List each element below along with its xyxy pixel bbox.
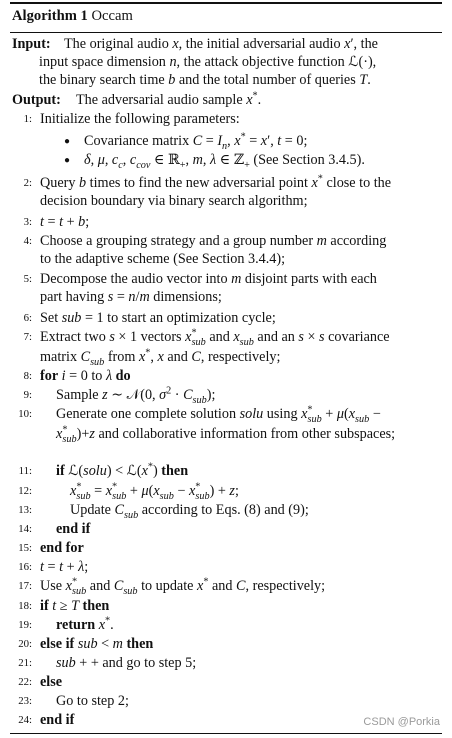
step-text: Update $C_{sub}$ according to Eqs. (8) and (9); (70, 502, 309, 521)
step-text: Choose a grouping strategy and a group number m according (40, 233, 387, 249)
step-text: return x*. (56, 615, 114, 633)
line-number: 2: (23, 177, 32, 189)
step-text: if t ≥ T then (40, 598, 110, 614)
step-text: sub + + and go to step 5; (56, 655, 197, 671)
input-text-3: the binary search time b and the total number of queries T. (39, 72, 371, 88)
line-number: 9: (23, 389, 32, 401)
line-number: 10: (18, 408, 32, 420)
step-text: end if (40, 712, 75, 728)
line-number: 5: (23, 273, 32, 285)
step-text: $x^*_{sub} = x^*_{sub} + \mu(x_{sub} - x^*_{sub}) + z$; (70, 481, 239, 502)
algorithm-name: Occam (91, 8, 133, 24)
line-number: 6: (23, 312, 32, 324)
input-label: Input: (12, 36, 51, 52)
step-text-cont: matrix $C_{sub}$ from x*, x and C, respectively; (40, 347, 281, 368)
line-number: 11: (18, 465, 32, 477)
step-text: if ℒ(solu) < ℒ(x*) then (56, 461, 189, 479)
step-text: end for (40, 540, 84, 556)
step-text: Initialize the following parameters: (40, 111, 240, 127)
line-number: 14: (18, 523, 32, 535)
line-number: 18: (18, 600, 32, 612)
top-rule (10, 2, 442, 4)
step-text: Decompose the audio vector into m disjoint parts with each (40, 271, 377, 287)
step-text: end if (56, 521, 91, 537)
step-text-cont: decision boundary via binary search algorithm; (40, 193, 308, 209)
step-text-cont: $x^*_{sub})+z$ and collaborative information from other subspaces; (56, 424, 396, 445)
header-rule (10, 32, 442, 33)
bottom-rule (10, 733, 442, 734)
line-number: 3: (23, 216, 32, 228)
line-number: 22: (18, 676, 32, 688)
step-text: t = t + λ; (40, 559, 89, 575)
line-number: 7: (23, 331, 32, 343)
step-text: else (40, 674, 63, 690)
step-text: Generate one complete solution solu using $x^*_{sub} + \mu(x_{sub}$ − (56, 404, 381, 425)
step-text: Sample z ∼ 𝒩(0, $\sigma^2 \cdot C_{sub}$); (56, 385, 216, 406)
step-text: Go to step 2; (56, 693, 129, 709)
step-text: Query b times to find the new adversarial point x* close to the (40, 173, 392, 191)
step-text-cont: part having s = n/m dimensions; (40, 289, 222, 305)
line-number: 4: (23, 235, 32, 247)
input-text-1: The original audio x, the initial adversarial audio x′, the (64, 36, 378, 52)
step-text: Set sub = 1 to start an optimization cycle; (40, 310, 276, 326)
bullet-text: δ, μ, $c_c$, $c_{cov}$ ∈ ℝ$_+$, m, λ ∈ ℤ$_+$ (See Section 3.4.5). (84, 152, 365, 171)
step-text-cont: to the adaptive scheme (See Section 3.4.4); (40, 251, 286, 267)
bullet-text: Covariance matrix $C = I_n$, x* = x′, t = 0; (84, 131, 308, 152)
line-number: 1: (23, 113, 32, 125)
line-number: 20: (18, 638, 32, 650)
line-number: 24: (18, 714, 32, 726)
line-number: 16: (18, 561, 32, 573)
line-number: 15: (18, 542, 32, 554)
input-text-2: input space dimension n, the attack objective function ℒ(·), (39, 54, 377, 70)
watermark: CSDN @Porkia (363, 716, 440, 728)
line-number: 12: (18, 485, 32, 497)
line-number: 19: (18, 619, 32, 631)
step-text: t = t + b; (40, 214, 90, 230)
algorithm-title (12, 8, 133, 25)
line-number: 21: (18, 657, 32, 669)
line-number: 17: (18, 580, 32, 592)
line-number: 23: (18, 695, 32, 707)
bullet-icon: ● (64, 136, 71, 147)
step-text: Extract two s × 1 vectors $x^*_{sub}$ and $x_{sub}$ and an s × s covariance (40, 327, 390, 348)
step-text: Use $x^*_{sub}$ and $C_{sub}$ to update x* and C, respectively; (40, 576, 326, 597)
step-text: else if sub < m then (40, 636, 154, 652)
output-label: Output: (12, 92, 61, 108)
output-text: The adversarial audio sample x*. (76, 90, 262, 108)
bullet-icon: ● (64, 155, 71, 166)
line-number: 13: (18, 504, 32, 516)
algorithm-label: Algorithm 1 (12, 8, 88, 24)
step-text: for i = 0 to λ do (40, 368, 131, 384)
line-number: 8: (23, 370, 32, 382)
